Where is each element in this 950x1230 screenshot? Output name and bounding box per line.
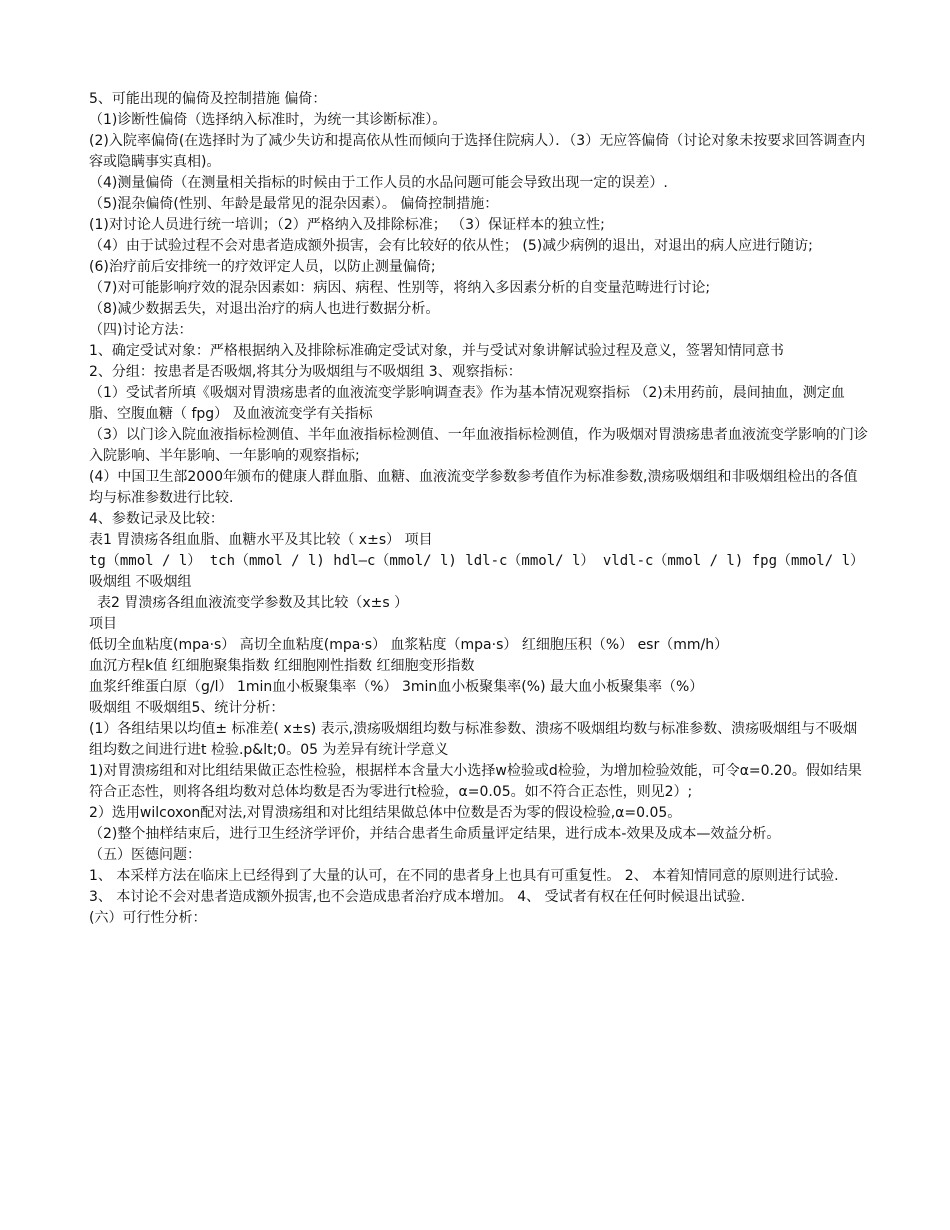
section-heading: (六）可行性分析： [89, 910, 207, 926]
section-heading: （四)讨论方法： [89, 322, 193, 338]
section-heading: （五）医德问题： [89, 847, 201, 863]
text-line: 4、参数记录及比较： [89, 511, 224, 527]
text-line: (4）中国卫生部2000年颁布的健康人群血脂、血糖、血液流变学参数参考值作为标准参数,溃疡吸烟组和非吸烟组检出的各值均与标准参数进行比较. [89, 469, 858, 506]
text-line: （1)诊断性偏倚（选择纳入标准时，为统一其诊断标准）。 [89, 112, 447, 128]
table-caption: 表1 胃溃疡各组血脂、血糖水平及其比较（ x±s） 项目 [89, 532, 433, 548]
text-line: (1)对讨论人员进行统一培训；（2）严格纳入及排除标准； （3）保证样本的独立性; [89, 217, 605, 233]
table-caption: 表2 胃溃疡各组血液流变学参数及其比较（x±s ） [97, 595, 409, 611]
text-line: 1、确定受试对象：严格根据纳入及排除标准确定受试对象，并与受试对象讲解试验过程及意义，签署知情同意书 [89, 343, 784, 359]
text-line: 5、可能出现的偏倚及控制措施 偏倚： [89, 91, 327, 107]
text-line: 吸烟组 不吸烟组5、统计分析： [89, 700, 285, 716]
table-headers: 低切全血粘度(mpa·s） 高切全血粘度(mpa·s） 血浆粘度（mpa·s） 红细胞压积（%） esr（mm/h） [89, 637, 729, 653]
document-body [89, 89, 869, 929]
text-line: （4)测量偏倚（在测量相关指标的时候由于工作人员的水品问题可能会导致出现一定的误差）. [89, 175, 668, 191]
text-line: （1）受试者所填《吸烟对胃溃疡患者的血液流变学影响调查表》作为基本情况观察指标 （2)未用药前，晨间抽血，测定血脂、空腹血糖（ fpg） 及血液流变学有关指标 [89, 385, 845, 422]
table-headers: 血浆纤维蛋白原（g/l） 1min血小板聚集率（%） 3min血小板聚集率(%) 最大血小板聚集率（%） [89, 679, 704, 695]
text-line: （4）由于试验过程不会对患者造成额外损害，会有比较好的依从性； (5)减少病例的退出，对退出的病人应进行随访; [89, 238, 813, 254]
text-line: 2、分组：按患者是否吸烟,将其分为吸烟组与不吸烟组 3、观察指标： [89, 364, 522, 380]
text-line: 3、 本讨论不会对患者造成额外损害,也不会造成患者治疗成本增加。 4、 受试者有权在任何时候退出试验. [89, 889, 746, 905]
text-line: (2)入院率偏倚(在选择时为了减少失访和提高依从性而倾向于选择住院病人）．（3）无应答偏倚（讨论对象未按要求回答调查内容或隐瞒事实真相)。 [89, 133, 866, 170]
text-line: (1）各组结果以均值± 标准差( x±s) 表示,溃疡吸烟组均数与标准参数、溃疡不吸烟组均数与标准参数、溃疡吸烟组与不吸烟组均数之间进行进t 检验.p&lt;0。05 为差异有统计学意义 [89, 721, 858, 758]
text-line: （8)减少数据丢失，对退出治疗的病人也进行数据分析。 [89, 301, 440, 317]
table-headers: 血沉方程k值 红细胞聚集指数 红细胞刚性指数 红细胞变形指数 [89, 658, 475, 674]
text-line: (6)治疗前后安排统一的疗效评定人员，以防止测量偏倚; [89, 259, 436, 275]
table-headers: tg（mmol / l） tch（mmol / l) hdl—c（mmol/ l) ldl-c（mmol/ l） vldl-c（mmol / l) fpg（mmol/ l） [89, 553, 865, 569]
text-line: （7)对可能影响疗效的混杂因素如：病因、病程、性别等，将纳入多因素分析的自变量范畴进行讨论; [89, 280, 711, 296]
text-line: 2）选用wilcoxon配对法,对胃溃疡组和对比组结果做总体中位数是否为零的假设检验,α=0.05。 [89, 805, 682, 821]
text-line: （2)整个抽样结束后，进行卫生经济学评价，并结合患者生命质量评定结果，进行成本-效果及成本—效益分析。 [89, 826, 781, 842]
text-line: 1)对胃溃疡组和对比组结果做正态性检验，根据样本含量大小选择w检验或d检验，为增加检验效能，可令α=0.20。假如结果符合正态性，则将各组均数对总体均数是否为零进行t检验，α=0.05。如不符合正态性，则见2）; [89, 763, 862, 800]
text-line: 项目 [89, 616, 117, 632]
text-line: （5)混杂偏倚(性别、年龄是最常见的混杂因素）。 偏倚控制措施： [89, 196, 499, 212]
table-row-labels: 吸烟组 不吸烟组 [89, 574, 192, 590]
text-line: 1、 本采样方法在临床上已经得到了大量的认可，在不同的患者身上也具有可重复性。 2、 本着知情同意的原则进行试验. [89, 868, 839, 884]
text-line: （3）以门诊入院血液指标检测值、半年血液指标检测值、一年血液指标检测值，作为吸烟对胃溃疡患者血液流变学影响的门诊入院影响、半年影响、一年影响的观察指标; [89, 427, 868, 464]
